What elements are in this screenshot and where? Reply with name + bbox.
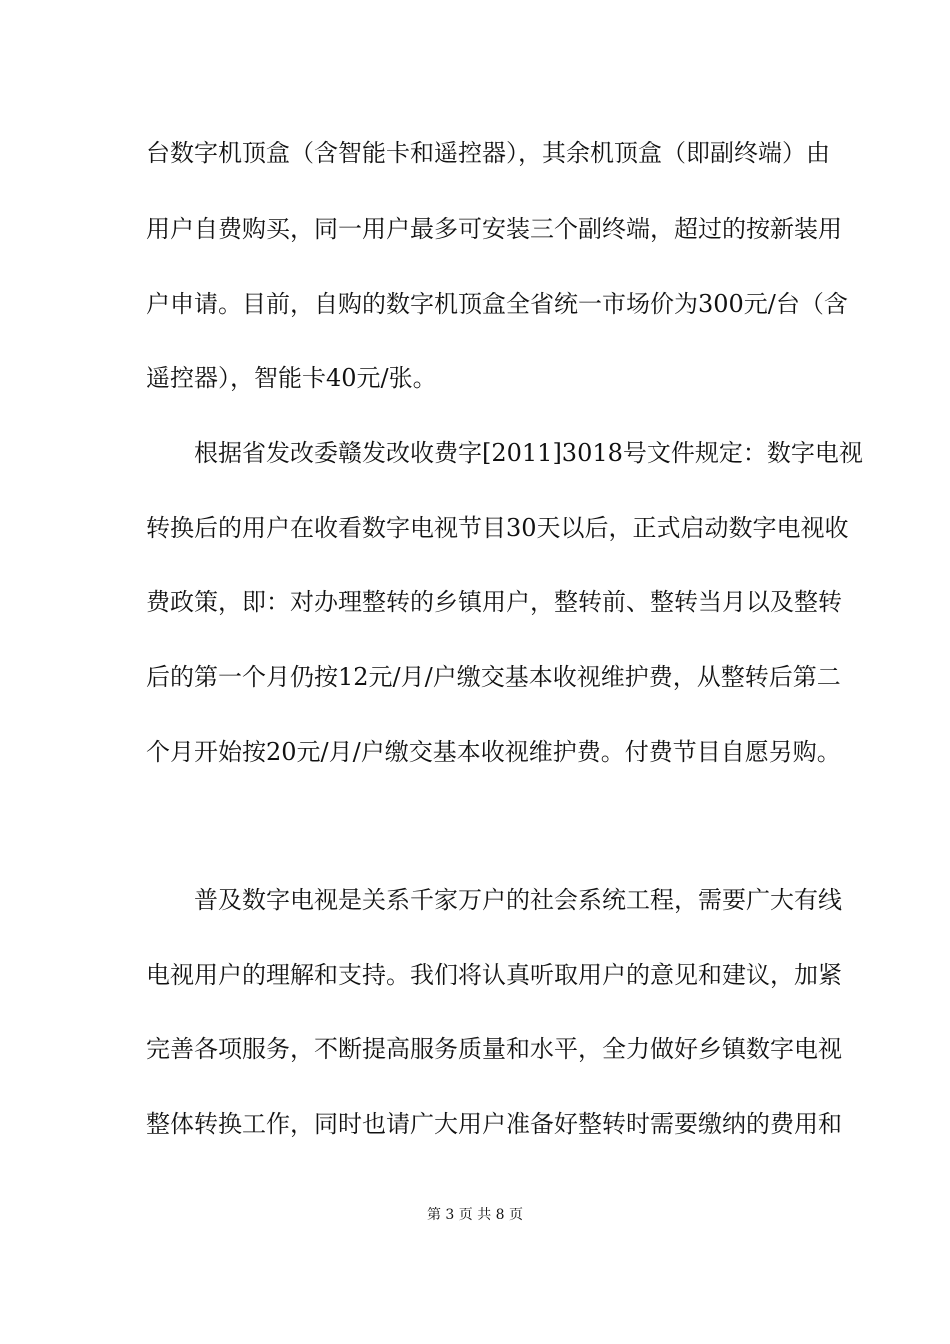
current-page-number: 3	[445, 1207, 455, 1223]
paragraph-2-line-5: 个月开始按20元/月/户缴交基本收视维护费。付费节目自愿另购。	[146, 738, 841, 766]
paragraph-3-line-1: 普及数字电视是关系千家万户的社会系统工程，需要广大有线	[194, 886, 842, 914]
page-footer	[0, 1205, 950, 1225]
paragraph-2-line-1: 根据省发改委赣发改收费字[2011]3018号文件规定：数字电视	[194, 439, 863, 467]
paragraph-1-line-4: 遥控器），智能卡40元/张。	[146, 364, 437, 392]
paragraph-2-line-3: 费政策，即：对办理整转的乡镇用户，整转前、整转当月以及整转	[146, 588, 842, 616]
paragraph-3-line-3: 完善各项服务，不断提高服务质量和水平，全力做好乡镇数字电视	[146, 1035, 842, 1063]
paragraph-3-line-4: 整体转换工作，同时也请广大用户准备好整转时需要缴纳的费用和	[146, 1110, 842, 1138]
paragraph-1-line-2: 用户自费购买，同一用户最多可安装三个副终端，超过的按新装用	[146, 215, 842, 243]
page-label-suffix: 页	[509, 1207, 524, 1223]
paragraph-2-line-4: 后的第一个月仍按12元/月/户缴交基本收视维护费，从整转后第二	[146, 663, 841, 691]
page-label-mid: 页 共	[458, 1207, 492, 1223]
total-pages-number: 8	[495, 1207, 505, 1223]
page-label-prefix: 第	[426, 1207, 441, 1223]
paragraph-2-line-2: 转换后的用户在收看数字电视节目30天以后，正式启动数字电视收	[146, 514, 849, 542]
paragraph-1-line-3: 户申请。目前，自购的数字机顶盒全省统一市场价为300元/台（含	[146, 290, 848, 318]
paragraph-1-line-1: 台数字机顶盒（含智能卡和遥控器），其余机顶盒（即副终端）由	[146, 139, 830, 167]
paragraph-3-line-2: 电视用户的理解和支持。我们将认真听取用户的意见和建议，加紧	[146, 961, 842, 989]
